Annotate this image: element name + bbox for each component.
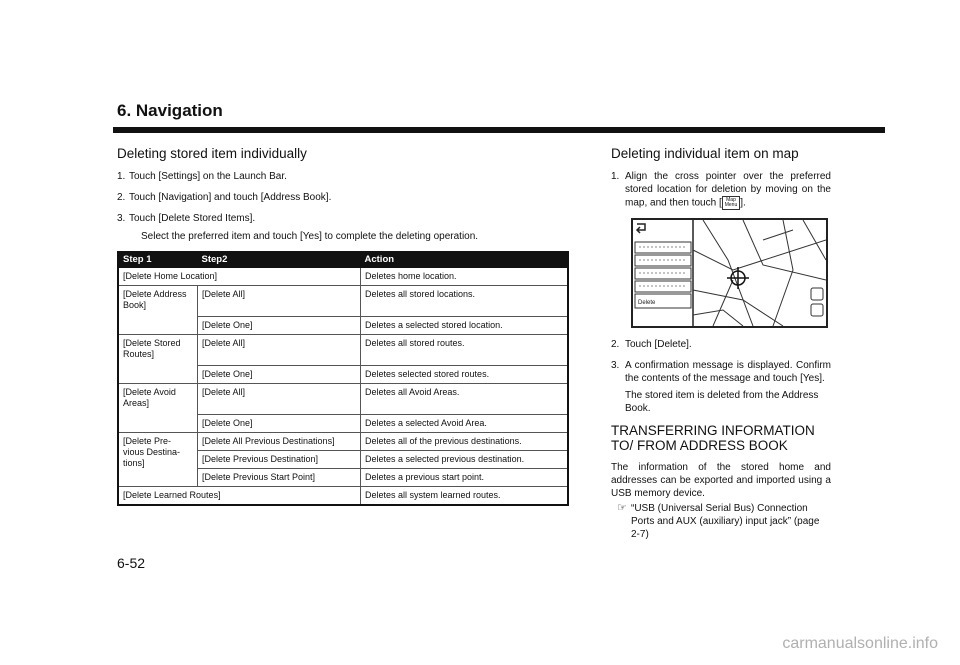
table-cell: [Delete All] xyxy=(198,286,361,317)
table-cell: [Delete Learned Routes] xyxy=(118,487,361,506)
step3-detail: Select the preferred item and touch [Yes] to complete the deleting operation. xyxy=(141,231,479,242)
table-cell: Deletes a selected previous destination. xyxy=(361,451,569,469)
left-column xyxy=(117,146,572,506)
table-row xyxy=(118,335,568,366)
list-item xyxy=(611,170,831,210)
table-cell: Deletes all stored locations. xyxy=(361,286,569,317)
table-cell: Deletes a selected stored location. xyxy=(361,317,569,335)
delete-options-table xyxy=(117,251,569,506)
map-zoom-button-graphic xyxy=(811,288,823,300)
table-cell: [Delete One] xyxy=(198,317,361,335)
step-text-main: Align the cross pointer over the preferred stored location for deletion by moving on the map, and then touch [ xyxy=(625,171,831,209)
right-column xyxy=(611,146,831,541)
table-cell: Deletes all of the previous destinations. xyxy=(361,433,569,451)
map-step3-detail: The stored item is deleted from the Address Book. xyxy=(625,390,819,414)
map-zoom-button-graphic xyxy=(811,304,823,316)
list-item xyxy=(117,170,572,183)
column-header-action: Action xyxy=(361,251,569,268)
table-row xyxy=(118,433,568,451)
table-cell: [Delete Previous Start Point] xyxy=(198,469,361,487)
table-cell: [Delete All] xyxy=(198,384,361,415)
delete-steps-list xyxy=(117,170,572,225)
map-steps-list xyxy=(611,170,831,210)
map-menu-key-icon xyxy=(722,196,741,210)
map-screen-illustration xyxy=(631,218,828,328)
table-cell: Deletes a selected Avoid Area. xyxy=(361,415,569,433)
table-cell: [Delete Home Location] xyxy=(118,268,361,286)
step-number: 2. xyxy=(117,192,126,203)
column-header-step2: Step2 xyxy=(198,251,361,268)
table-row xyxy=(118,268,568,286)
list-item xyxy=(611,359,831,385)
table-cell: Deletes selected stored routes. xyxy=(361,366,569,384)
table-cell: [Delete Avoid Areas] xyxy=(118,384,198,433)
section-heading-transfer: TRANSFERRING INFORMATION TO/ FROM ADDRESS BOOK xyxy=(611,423,815,453)
reference-text: “USB (Universal Serial Bus) Connection Ports and AUX (auxiliary) input jack” (page 2-7) xyxy=(631,503,820,540)
step-text: A confirmation message is displayed. Confirm the contents of the message and touch [Yes]. xyxy=(625,360,831,384)
table-cell: [Delete All] xyxy=(198,335,361,366)
table-cell: [Delete Pre- vious Destina- tions] xyxy=(118,433,198,487)
page-number: 6-52 xyxy=(117,555,146,571)
table-header-row xyxy=(118,251,568,268)
step-text: Touch [Delete]. xyxy=(625,339,692,350)
column-header-step1: Step 1 xyxy=(118,251,198,268)
key-label-menu: Menu xyxy=(724,202,738,208)
step-number: 1. xyxy=(611,171,620,182)
list-item xyxy=(117,191,572,204)
step-number: 3. xyxy=(117,213,126,224)
table-cell: [Delete One] xyxy=(198,415,361,433)
watermark: carmanualsonline.info xyxy=(782,635,938,652)
step-text: Touch [Delete Stored Items]. xyxy=(129,213,256,224)
step-text: Touch [Settings] on the Launch Bar. xyxy=(129,171,287,182)
table-cell: Deletes a previous start point. xyxy=(361,469,569,487)
step-text-end: ]. xyxy=(740,197,746,209)
table-cell: Deletes home location. xyxy=(361,268,569,286)
table-row xyxy=(118,286,568,317)
table-cell: [Delete Stored Routes] xyxy=(118,335,198,384)
step-number: 1. xyxy=(117,171,126,182)
reference-pointer-icon: ☞ xyxy=(617,502,627,514)
reference-note xyxy=(617,502,831,541)
list-item xyxy=(117,212,572,225)
table-cell: [Delete Address Book] xyxy=(118,286,198,335)
step-text: Touch [Navigation] and touch [Address Book]. xyxy=(129,192,332,203)
table-cell: Deletes all stored routes. xyxy=(361,335,569,366)
list-item xyxy=(611,338,831,351)
table-cell: [Delete One] xyxy=(198,366,361,384)
step-text xyxy=(625,170,831,210)
table-row xyxy=(118,487,568,506)
table-cell: Deletes all Avoid Areas. xyxy=(361,384,569,415)
transfer-paragraph: The information of the stored home and addresses can be exported and imported using a USB memory device. xyxy=(611,462,831,499)
section-heading-delete-individual: Deleting stored item individually xyxy=(117,146,307,161)
table-cell: Deletes all system learned routes. xyxy=(361,487,569,506)
map-steps-list-continued xyxy=(611,338,831,385)
map-roads xyxy=(693,220,826,326)
header-rule xyxy=(113,127,885,133)
step-number: 2. xyxy=(611,339,620,350)
table-cell: [Delete All Previous Destinations] xyxy=(198,433,361,451)
key-label-map: Map xyxy=(726,197,736,203)
chapter-title: 6. Navigation xyxy=(117,101,223,120)
map-screen-graphic xyxy=(633,220,826,326)
section-heading-delete-on-map: Deleting individual item on map xyxy=(611,146,799,161)
screen-delete-label: Delete xyxy=(638,300,656,306)
table-row xyxy=(118,384,568,415)
table-cell: [Delete Previous Destination] xyxy=(198,451,361,469)
step-number: 3. xyxy=(611,360,620,371)
